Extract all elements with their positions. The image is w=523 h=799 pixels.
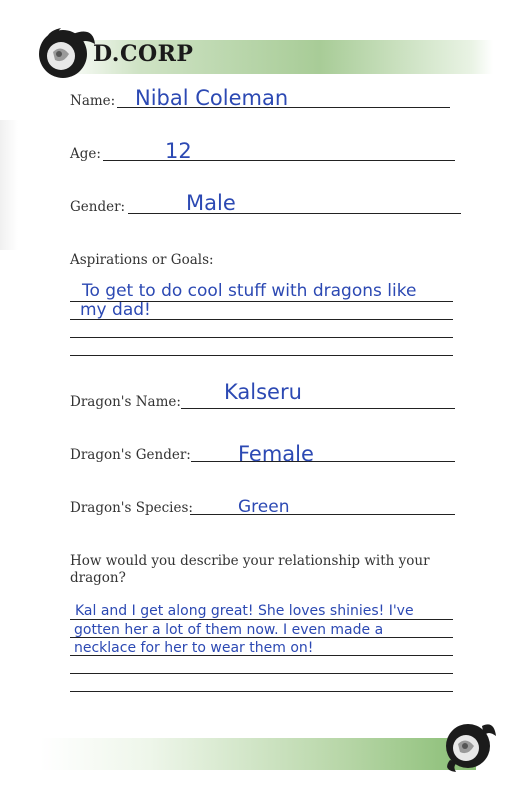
gender-value: Male — [186, 191, 236, 215]
gender-label: Gender: — [70, 199, 126, 215]
footer-banner — [40, 738, 476, 770]
relationship-label-line-2: dragon? — [70, 570, 126, 586]
relationship-rule-4 — [70, 673, 453, 674]
page-edge-shadow — [0, 120, 18, 250]
aspirations-rule-4 — [70, 355, 453, 356]
dragon-gender-value: Female — [238, 442, 314, 466]
relationship-rule-3 — [70, 655, 453, 656]
gender-line — [128, 213, 461, 214]
aspirations-rule-3 — [70, 337, 453, 338]
aspirations-line-2: my dad! — [80, 300, 151, 320]
relationship-line-3: necklace for her to wear them on! — [74, 640, 314, 656]
dragon-species-line — [190, 514, 455, 515]
relationship-line-2: gotten her a lot of them now. I even made a — [74, 622, 384, 638]
brand-name: D.CORP — [93, 41, 194, 67]
aspirations-rule-2 — [70, 319, 453, 320]
aspirations-label: Aspirations or Goals: — [70, 252, 214, 268]
dragon-name-label: Dragon's Name: — [70, 394, 181, 410]
age-value: 12 — [165, 139, 192, 163]
dragon-species-value: Green — [238, 497, 290, 517]
dragon-emblem-icon — [438, 716, 500, 774]
relationship-line-1: Kal and I get along great! She loves shinies! I've — [75, 603, 414, 619]
name-label: Name: — [70, 93, 116, 109]
dragon-emblem-icon — [33, 22, 99, 80]
dragon-gender-line — [191, 461, 455, 462]
age-label: Age: — [70, 146, 101, 162]
age-line — [103, 160, 455, 161]
dragon-gender-label: Dragon's Gender: — [70, 447, 191, 463]
dragon-name-line — [181, 408, 455, 409]
relationship-rule-1 — [70, 619, 453, 620]
dragon-name-value: Kalseru — [224, 380, 302, 404]
name-value: Nibal Coleman — [135, 86, 289, 110]
relationship-rule-2 — [70, 637, 453, 638]
relationship-label-line-1: How would you describe your relationship with your — [70, 553, 430, 569]
dragon-species-label: Dragon's Species: — [70, 500, 193, 516]
aspirations-line-1: To get to do cool stuff with dragons like — [82, 281, 417, 301]
relationship-rule-5 — [70, 691, 453, 692]
